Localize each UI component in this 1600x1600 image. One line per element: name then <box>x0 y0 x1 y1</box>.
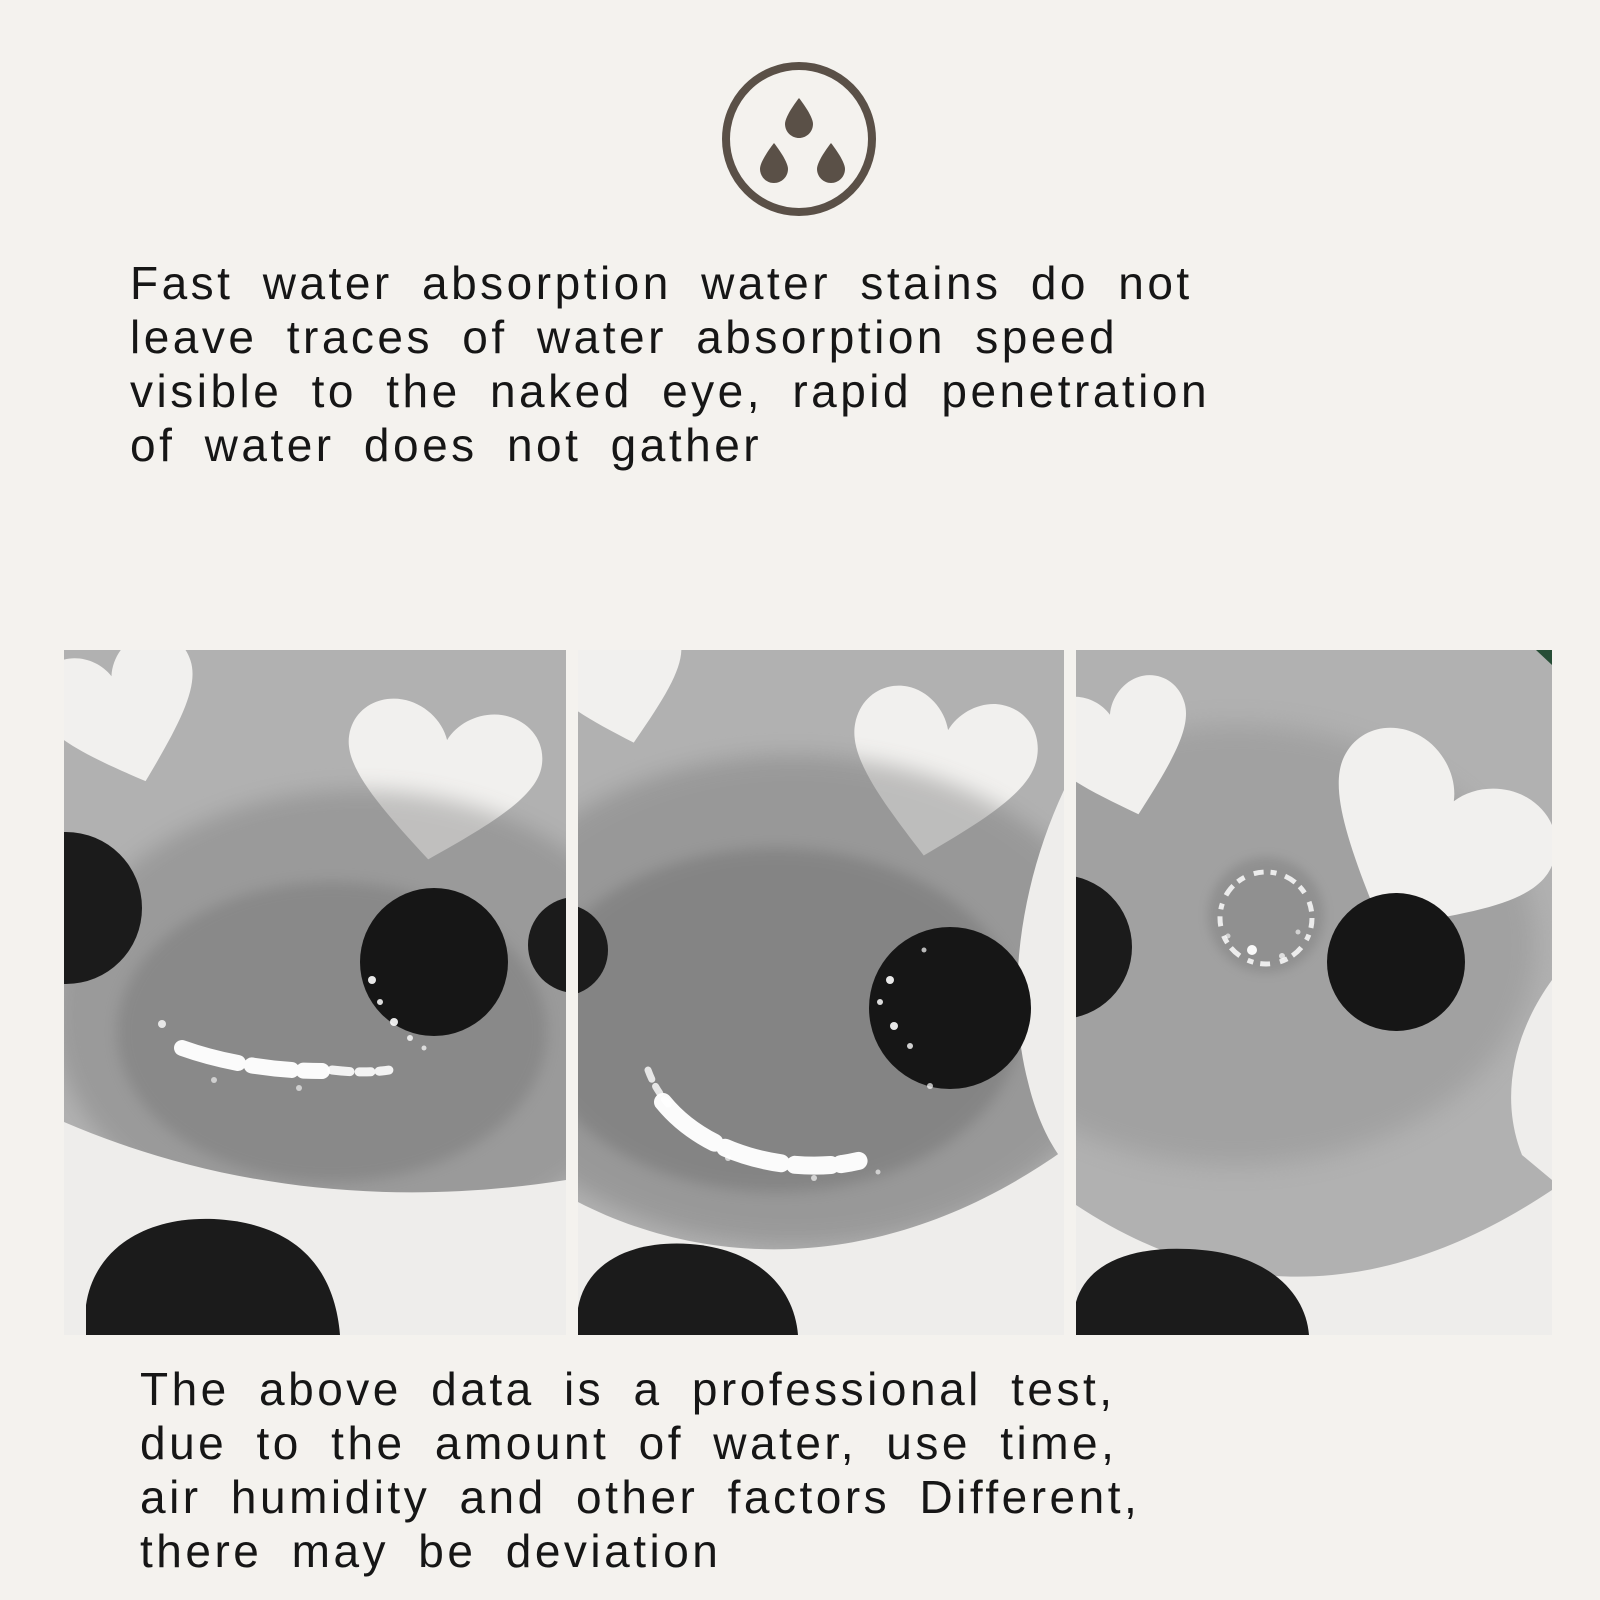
intro-line-2: leave traces of water absorption speed <box>130 311 1119 363</box>
absorption-photo-strip <box>0 650 1600 1335</box>
intro-line-3: visible to the naked eye, rapid penetration <box>130 365 1211 417</box>
disclaimer-line-2: due to the amount of water, use time, <box>140 1417 1118 1469</box>
absorption-photo-1 <box>64 650 566 1335</box>
disclaimer-line-3: air humidity and other factors Different, <box>140 1471 1141 1523</box>
disclaimer-line-1: The above data is a professional test, <box>140 1363 1116 1415</box>
disclaimer-line-4: there may be deviation <box>140 1525 722 1577</box>
intro-line-4: of water does not gather <box>130 419 763 471</box>
disclaimer-paragraph <box>140 1362 1140 1578</box>
water-drops-icon <box>718 58 880 220</box>
intro-paragraph <box>130 256 1210 472</box>
absorption-photo-2 <box>578 650 1064 1335</box>
intro-line-1: Fast water absorption water stains do not <box>130 257 1193 309</box>
absorption-photo-3 <box>1076 650 1552 1335</box>
